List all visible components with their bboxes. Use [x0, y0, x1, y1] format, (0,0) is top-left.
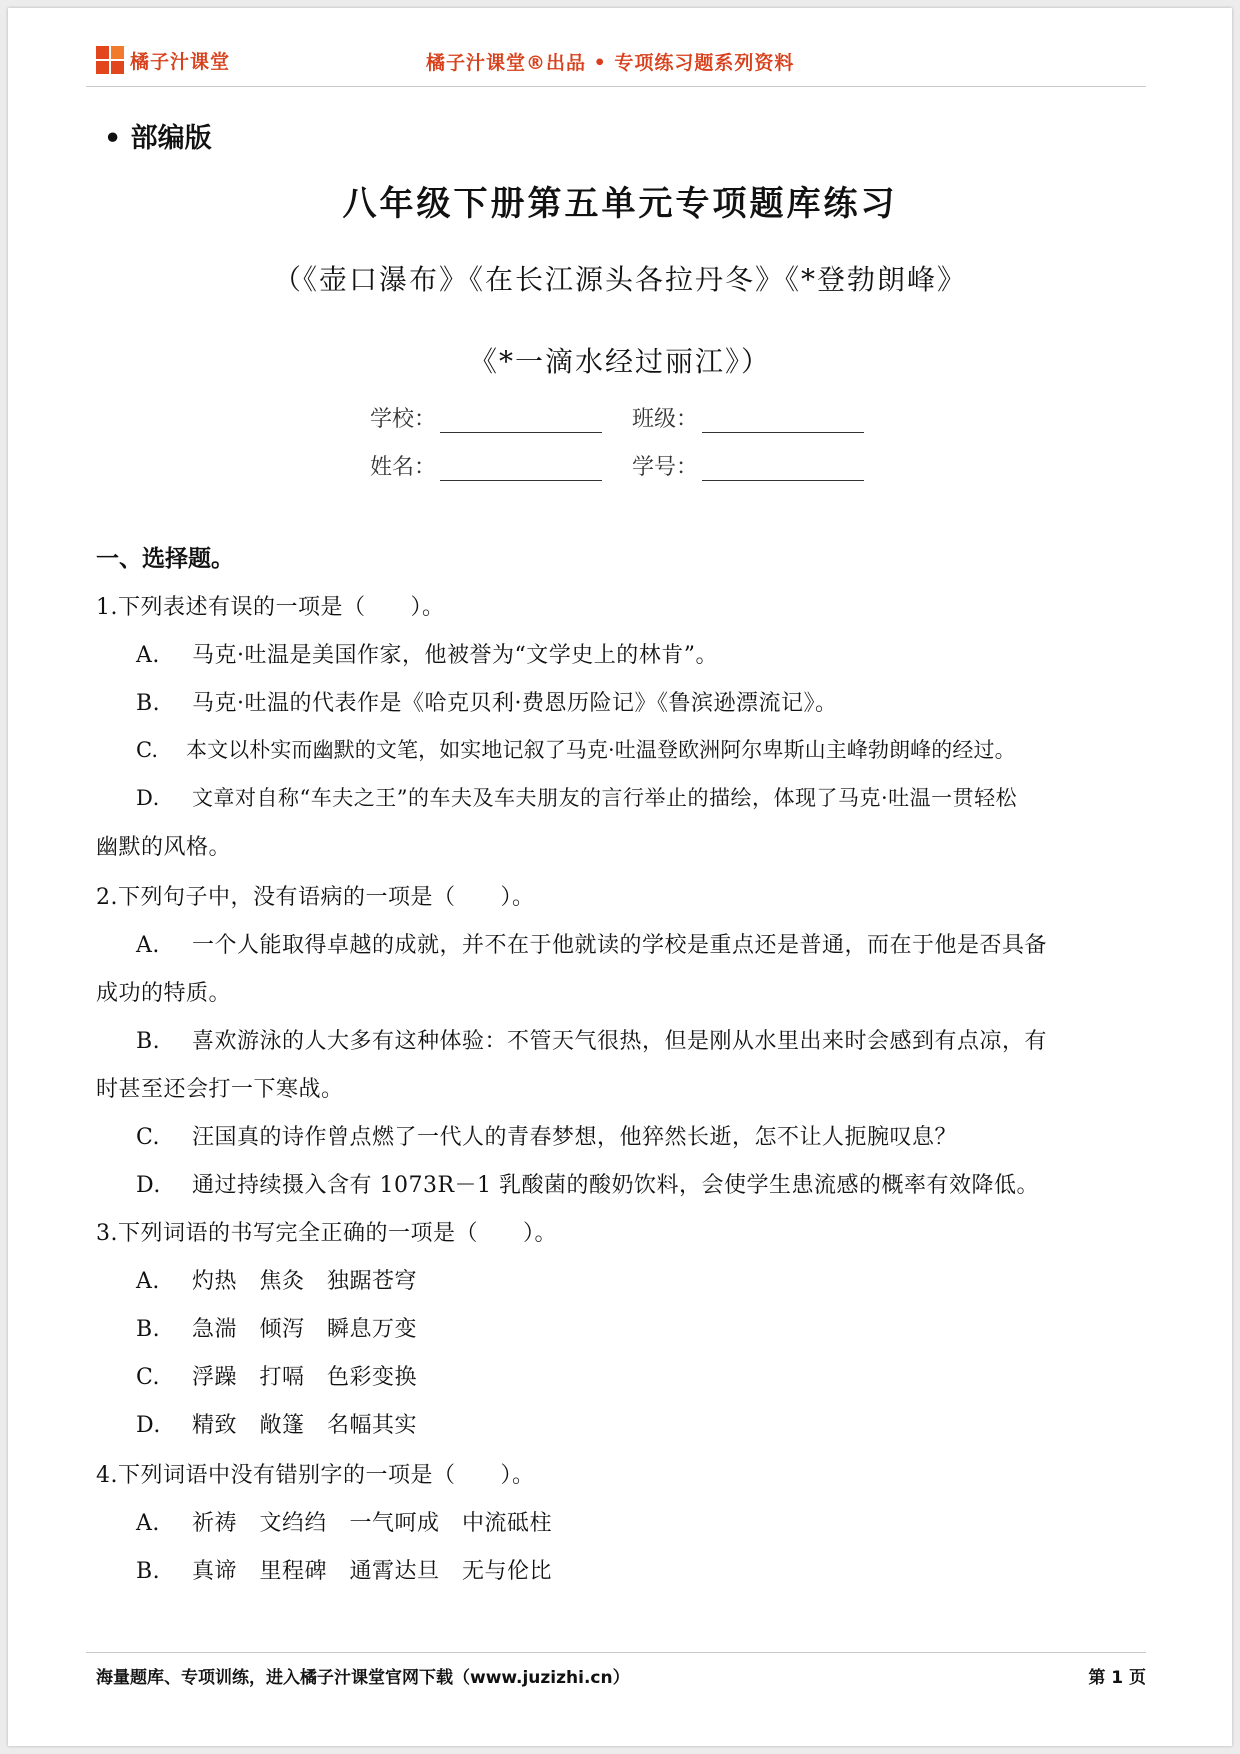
option[interactable]: D. 通过持续摄入含有 1073R－1 乳酸菌的酸奶饮料，会使学生患流感的概率有效降低。 [136, 1173, 1040, 1198]
page-footer [86, 1652, 1146, 1693]
edition-label: • 部编版 [104, 123, 212, 154]
subtitle-line-2: 《*一滴水经过丽江》） [468, 345, 771, 378]
page-header [86, 42, 1146, 87]
name-field[interactable]: 姓名： [370, 450, 632, 481]
school-blank[interactable] [440, 410, 602, 433]
option[interactable]: C. 汪国真的诗作曾点燃了一代人的青春梦想，他猝然长逝，怎不让人扼腕叹息？ [136, 1125, 958, 1150]
option[interactable]: B. 马克·吐温的代表作是《哈克贝利·费恩历险记》《鲁滨逊漂流记》。 [136, 691, 838, 716]
option[interactable]: A. 灼热 焦灸 独踞苍穹 [136, 1269, 418, 1294]
question-stem: 2.下列句子中，没有语病的一项是（ ）。 [96, 885, 535, 910]
form-row-2 [370, 450, 894, 481]
option[interactable]: D. 精致 敞篷 名幅其实 [136, 1413, 418, 1438]
option[interactable]: B. 喜欢游泳的人大多有这种体验：不管天气很热，但是刚从水里出来时会感到有点凉，有 [136, 1029, 1048, 1054]
school-field[interactable]: 学校： [370, 402, 632, 433]
document-title: 八年级下册第五单元专项题库练习 [342, 184, 898, 224]
option[interactable]: A. 马克·吐温是美国作家，他被誉为“文学史上的林肯”。 [136, 643, 718, 668]
logo [96, 46, 230, 74]
form-row-1 [370, 402, 894, 433]
option[interactable]: B. 急湍 倾泻 瞬息万变 [136, 1317, 418, 1342]
option[interactable]: C. 本文以朴实而幽默的文笔，如实地记叙了马克·吐温登欧洲阿尔卑斯山主峰勃朗峰的经过。 [136, 738, 1016, 762]
option[interactable]: B. 真谛 里程碑 通霄达旦 无与伦比 [136, 1559, 553, 1584]
number-field[interactable]: 学号： [632, 450, 894, 481]
logo-text: 橘子汁课堂 [130, 50, 231, 73]
header-title: 橘子汁课堂®出品 • 专项练习题系列资料 [426, 52, 795, 74]
option-continuation: 幽默的风格。 [96, 835, 232, 860]
footer-link-text: 海量题库、专项训练，进入橘子汁课堂官网下载（www.juzizhi.cn） [96, 1668, 630, 1688]
option-continuation: 成功的特质。 [96, 981, 232, 1006]
option[interactable]: C. 浮躁 打嗝 色彩变换 [136, 1365, 418, 1390]
option[interactable]: D. 文章对自称“车夫之王”的车夫及车夫朋友的言行举止的描绘，体现了马克·吐温一贯轻松 [136, 786, 1018, 810]
logo-mark-icon [96, 46, 124, 74]
number-blank[interactable] [702, 458, 864, 481]
question-stem: 3.下列词语的书写完全正确的一项是（ ）。 [96, 1221, 557, 1246]
class-blank[interactable] [702, 410, 864, 433]
option-continuation: 时甚至还会打一下寒战。 [96, 1077, 344, 1102]
option[interactable]: A. 祈祷 文绉绉 一气呵成 中流砥柱 [136, 1511, 553, 1536]
name-blank[interactable] [440, 458, 602, 481]
section-heading: 一、选择题。 [96, 546, 234, 572]
subtitle-line-1: （《壶口瀑布》《在长江源头各拉丹冬》《*登勃朗峰》 [272, 263, 967, 296]
page-number: 第 1 页 [1088, 1668, 1146, 1688]
option[interactable]: A. 一个人能取得卓越的成就，并不在于他就读的学校是重点还是普通，而在于他是否具备 [136, 933, 1048, 958]
question-stem: 1.下列表述有误的一项是（ ）。 [96, 595, 445, 620]
class-field[interactable]: 班级： [632, 402, 894, 433]
question-stem: 4.下列词语中没有错别字的一项是（ ）。 [96, 1463, 535, 1488]
